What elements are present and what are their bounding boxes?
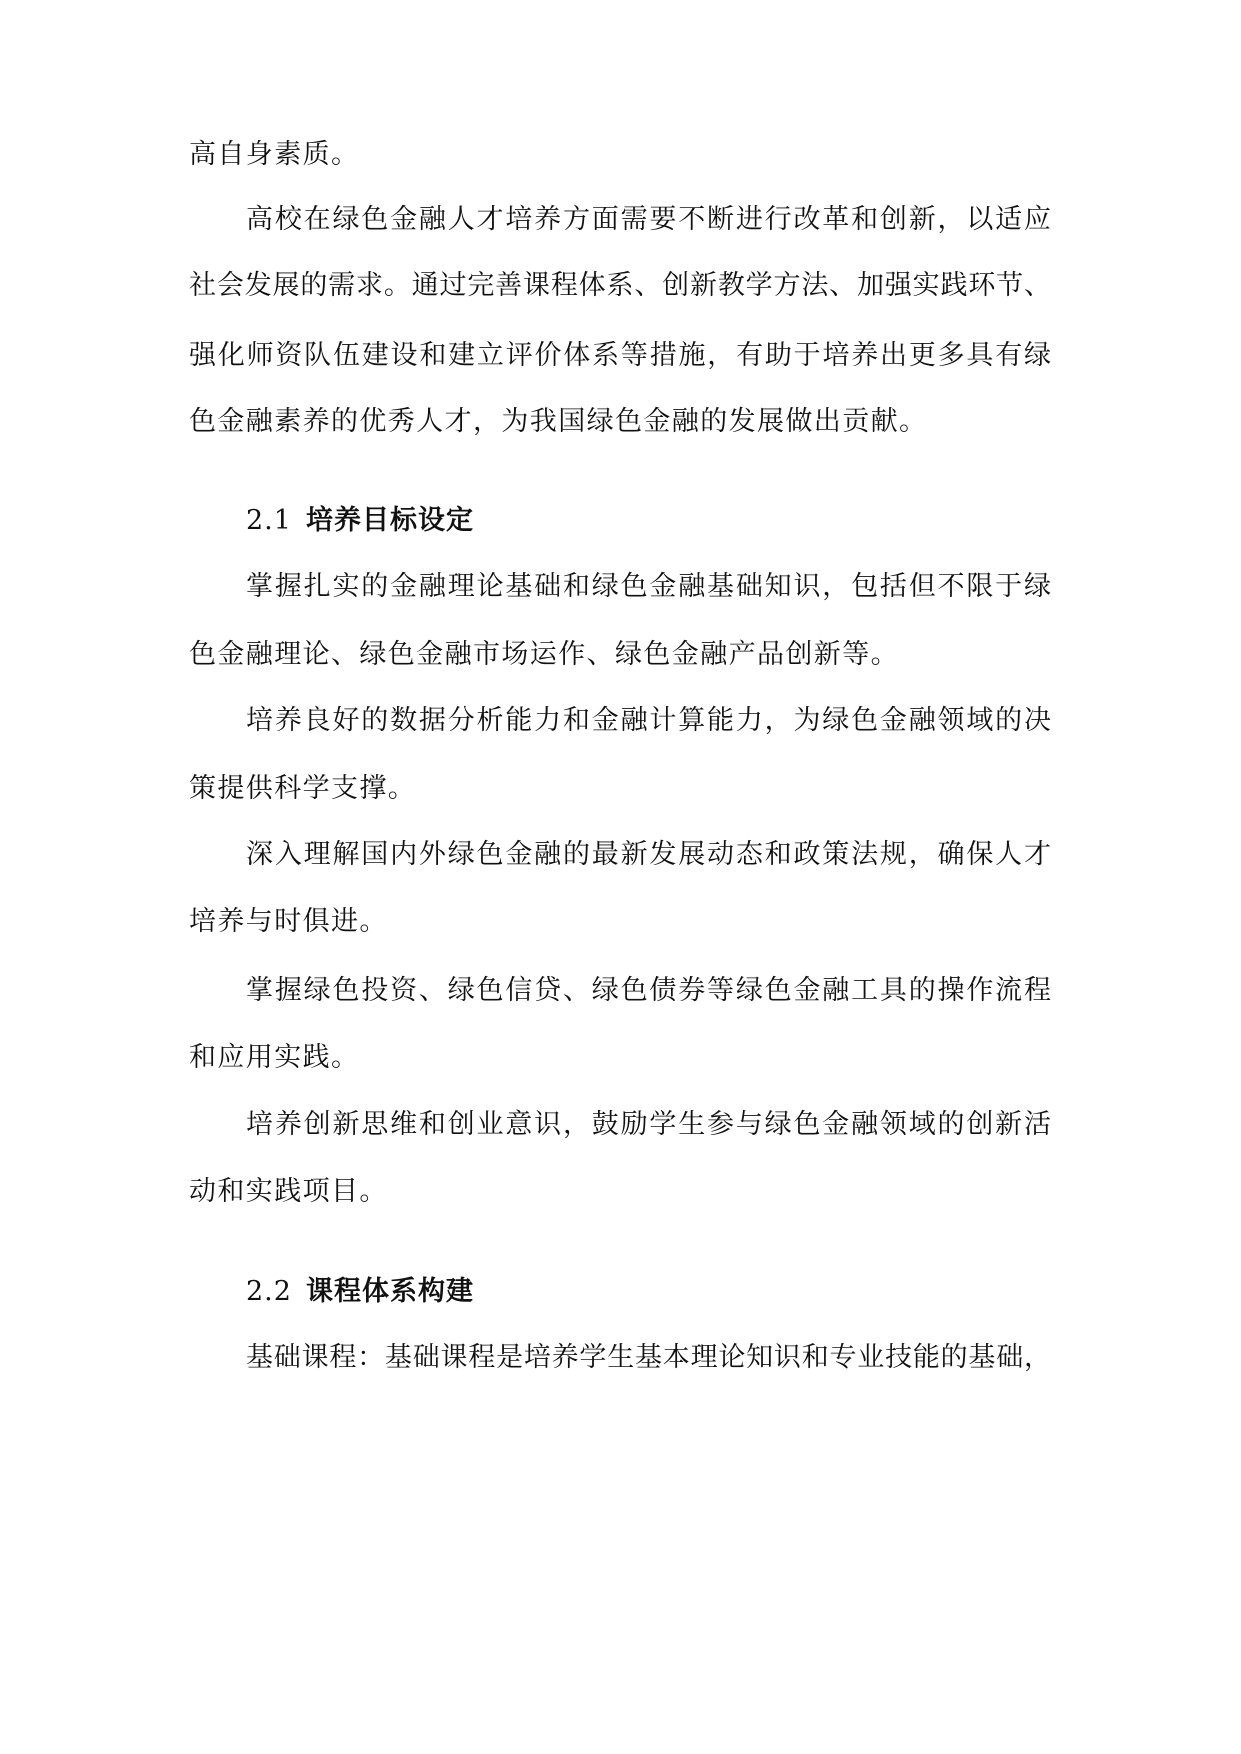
- paragraph-line: 培养良好的数据分析能力和金融计算能力，为绿色金融领域的决: [246, 705, 1051, 736]
- paragraph-line: 基础课程：基础课程是培养学生基本理论知识和专业技能的基础，: [246, 1342, 1051, 1373]
- section-heading-2-1: [246, 504, 474, 538]
- section-number: 2.1: [246, 505, 292, 536]
- paragraph-line: 掌握绿色投资、绿色信贷、绿色债券等绿色金融工具的操作流程: [246, 975, 1051, 1006]
- paragraph-line: 深入理解国内外绿色金融的最新发展动态和政策法规，确保人才: [246, 839, 1051, 870]
- section-number: 2.2: [246, 1276, 292, 1307]
- section-title: 课程体系构建: [305, 1276, 474, 1307]
- paragraph-line: 策提供科学支撑。: [189, 773, 417, 804]
- paragraph-line: 社会发展的需求。通过完善课程体系、创新教学方法、加强实践环节、: [189, 270, 1051, 301]
- paragraph-line: 掌握扎实的金融理论基础和绿色金融基础知识，包括但不限于绿: [246, 571, 1051, 602]
- paragraph-line: 培养与时俱进。: [189, 906, 388, 937]
- paragraph-line: 高校在绿色金融人才培养方面需要不断进行改革和创新，以适应: [246, 204, 1051, 235]
- paragraph-line: 色金融素养的优秀人才，为我国绿色金融的发展做出贡献。: [189, 406, 928, 437]
- paragraph-line: 色金融理论、绿色金融市场运作、绿色金融产品创新等。: [189, 639, 899, 670]
- section-title: 培养目标设定: [305, 505, 474, 536]
- paragraph-line: 强化师资队伍建设和建立评价体系等措施，有助于培养出更多具有绿: [189, 340, 1051, 371]
- paragraph-line: 培养创新思维和创业意识，鼓励学生参与绿色金融领域的创新活: [246, 1109, 1051, 1140]
- paragraph-line: 动和实践项目。: [189, 1176, 388, 1207]
- paragraph-line: 和应用实践。: [189, 1042, 360, 1073]
- paragraph-line: 高自身素质。: [189, 139, 360, 170]
- section-heading-2-2: [246, 1275, 474, 1309]
